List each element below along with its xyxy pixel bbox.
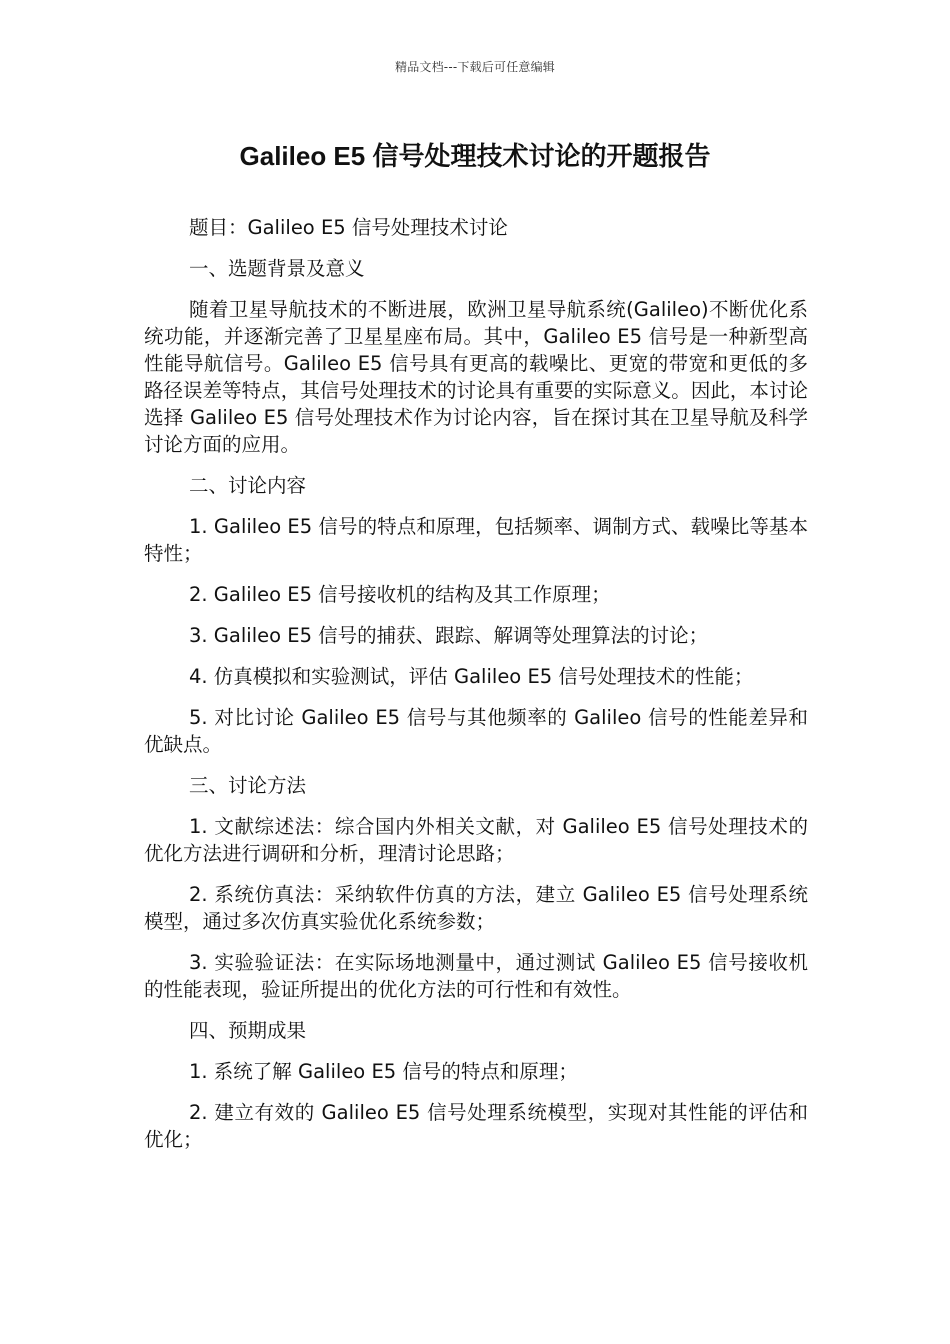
- content-item-5: 5. 对比讨论 Galileo E5 信号与其他频率的 Galileo 信号的性能差异和优缺点。: [144, 706, 808, 756]
- header-note: 精品文档---下载后可任意编辑: [395, 60, 555, 74]
- result-item-1: 1. 系统了解 Galileo E5 信号的特点和原理；: [189, 1060, 578, 1083]
- topic-line: 题目：Galileo E5 信号处理技术讨论: [189, 216, 508, 239]
- background-paragraph: 随着卫星导航技术的不断进展，欧洲卫星导航系统(Galileo)不断优化系统功能，并逐渐完善了卫星星座布局。其中，Galileo E5 信号是一种新型高性能导航信号。Galileo E5 信号具有更高的载噪比、更宽的带宽和更低的多路径误差等特点，其信号处理技术的讨论具有重要的实际意义。因此，本讨论选择 Galileo E5 信号处理技术作为讨论内容，旨在探讨其在卫星导航及科学讨论方面的应用。: [144, 298, 808, 456]
- section-heading-content: 二、讨论内容: [189, 474, 307, 497]
- section-heading-methods: 三、讨论方法: [189, 774, 307, 797]
- document-title: Galileo E5 信号处理技术讨论的开题报告: [239, 141, 711, 171]
- content-item-2: 2. Galileo E5 信号接收机的结构及其工作原理；: [189, 583, 611, 606]
- content-item-1: 1. Galileo E5 信号的特点和原理，包括频率、调制方式、载噪比等基本特性；: [144, 515, 808, 565]
- section-heading-background: 一、选题背景及意义: [189, 257, 365, 280]
- content-item-3: 3. Galileo E5 信号的捕获、跟踪、解调等处理算法的讨论；: [189, 624, 709, 647]
- method-item-2: 2. 系统仿真法：采纳软件仿真的方法，建立 Galileo E5 信号处理系统模型，通过多次仿真实验优化系统参数；: [144, 883, 808, 933]
- method-item-1: 1. 文献综述法：综合国内外相关文献，对 Galileo E5 信号处理技术的优化方法进行调研和分析，理清讨论思路；: [144, 815, 808, 865]
- result-item-2: 2. 建立有效的 Galileo E5 信号处理系统模型，实现对其性能的评估和优化；: [144, 1101, 808, 1151]
- content-item-4: 4. 仿真模拟和实验测试，评估 Galileo E5 信号处理技术的性能；: [189, 665, 754, 688]
- document-body: [144, 214, 808, 1167]
- section-heading-results: 四、预期成果: [189, 1019, 307, 1042]
- method-item-3: 3. 实验验证法：在实际场地测量中，通过测试 Galileo E5 信号接收机的性能表现，验证所提出的优化方法的可行性和有效性。: [144, 951, 808, 1001]
